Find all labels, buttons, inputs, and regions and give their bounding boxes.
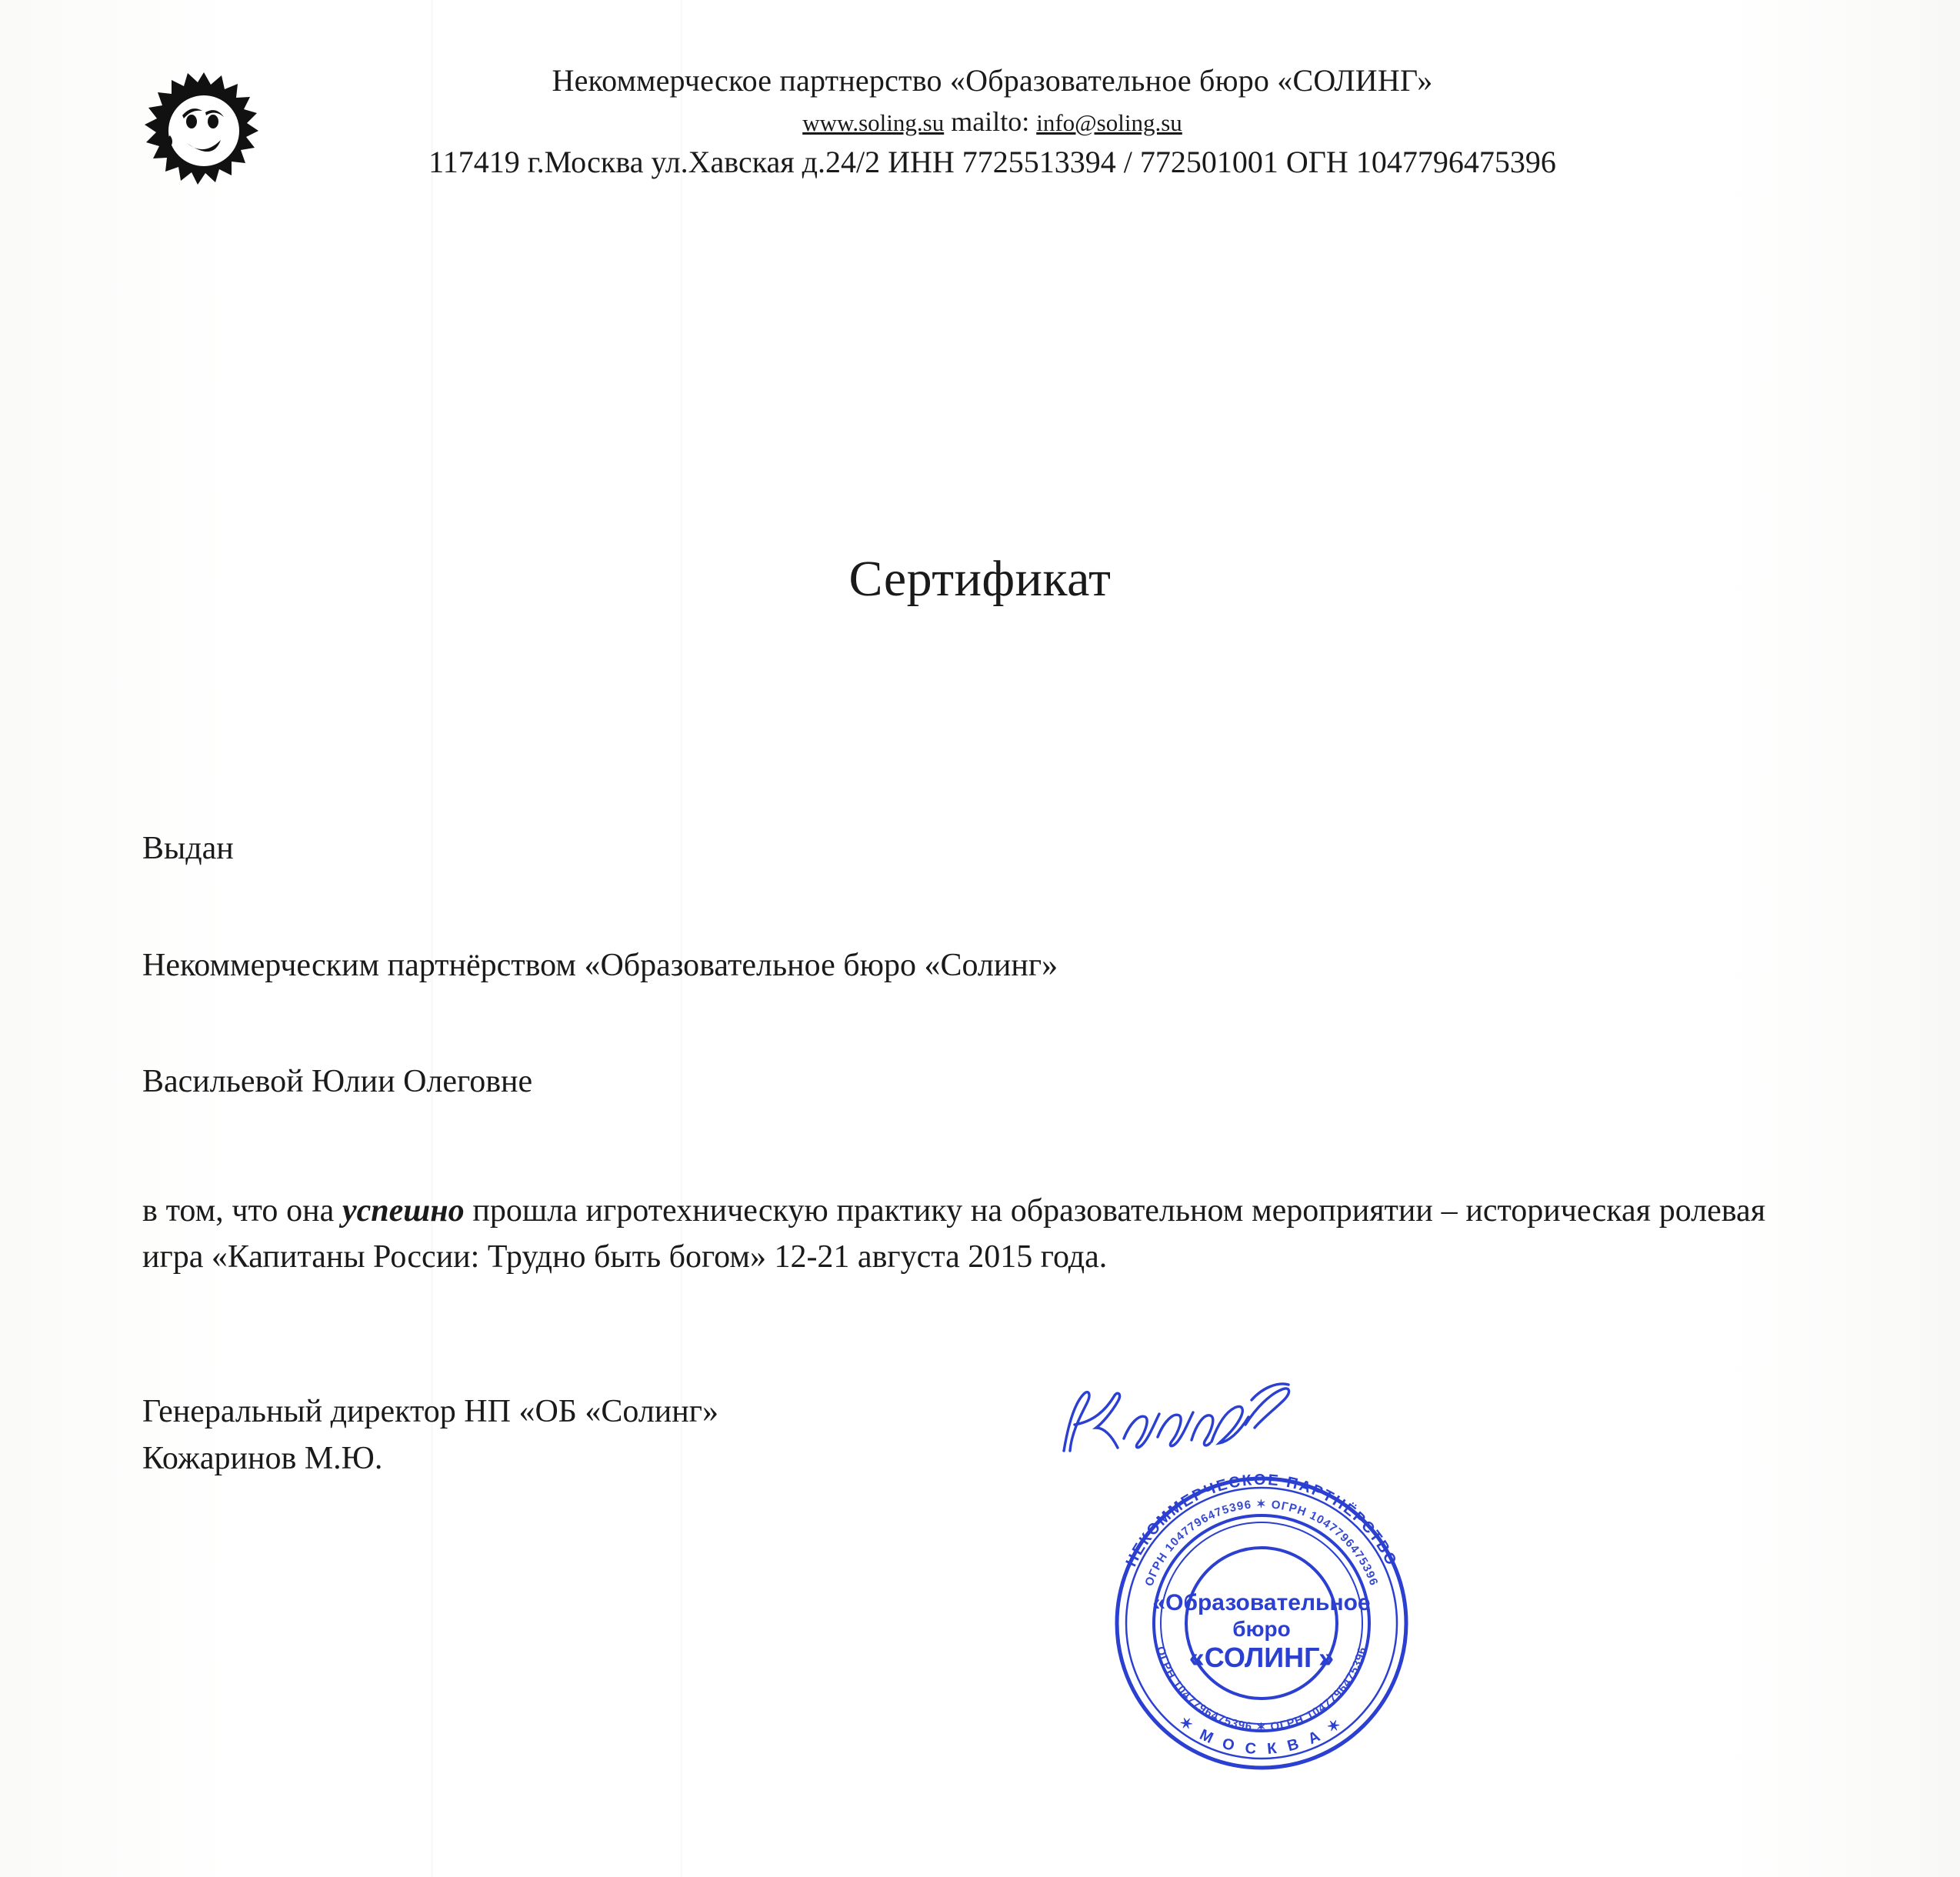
soling-sun-logo-icon bbox=[142, 69, 265, 192]
reason-paragraph bbox=[142, 1189, 1765, 1280]
stamp-ring-top-text: ОГРН 1047796475396 ✶ ОГРН 1047796475396 bbox=[1142, 1498, 1381, 1589]
signer-position: Генеральный директор НП «ОБ «Солинг» bbox=[142, 1394, 718, 1429]
contact-line bbox=[262, 103, 1723, 141]
official-stamp bbox=[1081, 1442, 1442, 1804]
stamp-outer-top-text: НЕКОММЕРЧЕСКОЕ ПАРТНЁРСТВО bbox=[1122, 1471, 1401, 1570]
issuer-name: Некоммерческим партнёрством «Образовательное бюро «Солинг» bbox=[142, 947, 1058, 983]
reason-part-1: в том, что она bbox=[142, 1193, 343, 1229]
address-line: 117419 г.Москва ул.Хавская д.24/2 ИНН 7725513394 / 772501001 ОГН 1047796475396 bbox=[428, 144, 1556, 179]
issued-label: Выдан bbox=[142, 831, 234, 866]
page-title: Сертификат bbox=[848, 551, 1112, 607]
reason-part-2: прошла игротехническую практику на образовательном мероприятии – историческая ролевая игра «Капитаны России: Трудно быть богом» 12-21 августа 2015 года. bbox=[142, 1193, 1766, 1275]
signer-name: Кожаринов М.Ю. bbox=[142, 1440, 383, 1476]
stamp-outer-bottom-text: ✶ М О С К В А ✶ bbox=[1175, 1713, 1348, 1759]
recipient-name: Васильевой Юлии Олеговне bbox=[142, 1064, 533, 1100]
stamp-center-line-3: «СОЛИНГ» bbox=[1188, 1642, 1335, 1673]
email-link[interactable]: info@soling.su bbox=[1036, 109, 1182, 136]
stamp-center-line-2: бюро bbox=[1232, 1617, 1291, 1641]
signature-block bbox=[142, 1389, 718, 1482]
svg-text:✶ М О С К В А ✶ bbox=[1175, 1713, 1347, 1758]
mailto-label: mailto: bbox=[951, 106, 1030, 137]
stamp-ring-bottom-text: ОГРН 1047796475396 ✶ ОГРН 1047796475396 bbox=[1153, 1645, 1370, 1734]
reason-emphasis: успешно bbox=[342, 1193, 465, 1229]
stamp-center-line-1: «Образовательное bbox=[1152, 1590, 1371, 1615]
organization-name: Некоммерческое партнерство «Образовательное бюро «СОЛИНГ» bbox=[552, 63, 1433, 98]
website-link[interactable]: www.soling.su bbox=[802, 109, 945, 136]
certificate-body bbox=[142, 827, 1765, 1280]
header-text-block bbox=[262, 62, 1723, 182]
